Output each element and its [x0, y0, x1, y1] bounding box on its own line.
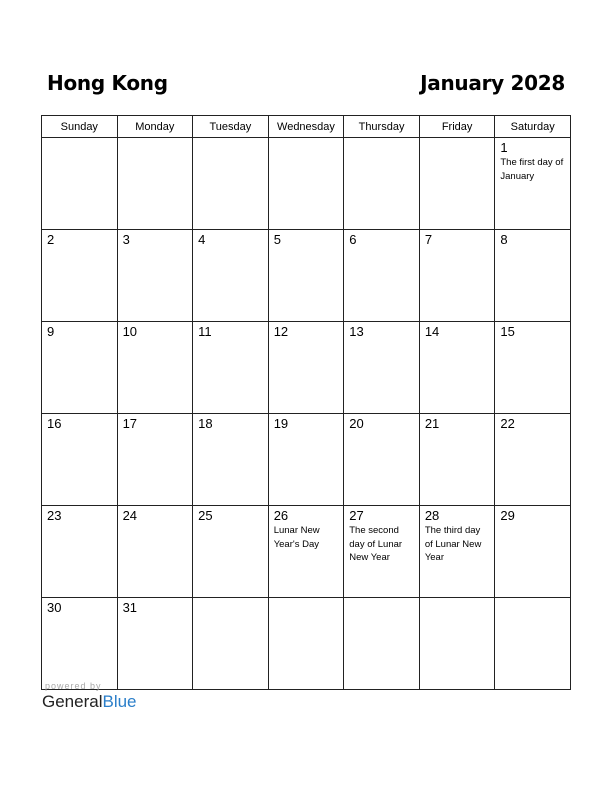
month-title: January 2028 — [420, 71, 565, 95]
day-number: 7 — [424, 232, 433, 247]
day-cell — [117, 230, 193, 322]
day-number: 25 — [198, 508, 213, 523]
week-row — [42, 414, 571, 506]
day-number: 3 — [122, 232, 130, 247]
day-number: 4 — [198, 232, 206, 247]
day-cell — [419, 506, 495, 598]
day-cell — [193, 414, 269, 506]
region-title: Hong Kong — [47, 71, 168, 95]
day-number: 26 — [273, 508, 289, 523]
day-cell — [419, 414, 495, 506]
day-cell — [268, 138, 344, 230]
day-cell — [117, 138, 193, 230]
day-cell — [193, 138, 269, 230]
day-cell — [344, 414, 420, 506]
day-number: 1 — [500, 140, 508, 155]
day-cell — [268, 230, 344, 322]
day-number: 28 — [424, 508, 440, 523]
week-row — [42, 322, 571, 414]
day-cell — [495, 506, 571, 598]
day-number: 21 — [424, 416, 440, 431]
day-number: 27 — [349, 508, 364, 523]
day-number: 17 — [122, 416, 138, 431]
day-cell — [193, 322, 269, 414]
day-number: 31 — [122, 600, 138, 615]
day-cell — [495, 414, 571, 506]
calendar-body — [42, 138, 571, 690]
day-number: 6 — [349, 232, 357, 247]
day-number: 22 — [500, 416, 515, 431]
day-cell — [268, 322, 344, 414]
day-cell — [193, 598, 269, 690]
day-cell — [419, 598, 495, 690]
brand-general-text: General — [42, 692, 103, 711]
day-cell — [419, 322, 495, 414]
week-row — [42, 598, 571, 690]
day-cell — [117, 322, 193, 414]
brand-blue-text: Blue — [102, 692, 137, 711]
day-number: 13 — [349, 324, 364, 339]
day-cell — [117, 414, 193, 506]
holiday-note: The first day of January — [500, 157, 564, 182]
day-cell — [419, 230, 495, 322]
weekday-header: Sunday — [42, 116, 118, 138]
day-number: 30 — [47, 600, 62, 615]
day-cell — [344, 598, 420, 690]
weekday-header: Friday — [419, 116, 495, 138]
day-number: 11 — [198, 324, 212, 339]
brand-logo[interactable] — [42, 692, 137, 712]
day-cell — [495, 598, 571, 690]
day-cell — [42, 138, 118, 230]
powered-by-label: powered by — [45, 681, 102, 691]
day-cell — [117, 506, 193, 598]
day-cell — [42, 322, 118, 414]
day-cell — [268, 506, 344, 598]
day-number: 16 — [47, 416, 62, 431]
day-cell — [117, 598, 193, 690]
day-cell — [193, 230, 269, 322]
holiday-note: The second day of Lunar New Year — [349, 525, 403, 563]
day-number: 18 — [198, 416, 213, 431]
day-cell — [495, 322, 571, 414]
day-cell — [495, 230, 571, 322]
day-cell — [495, 138, 571, 230]
day-number: 5 — [273, 232, 281, 247]
weekday-header-row — [42, 116, 571, 138]
day-cell — [419, 138, 495, 230]
day-cell — [42, 506, 118, 598]
day-number: 19 — [273, 416, 289, 431]
day-number: 29 — [500, 508, 515, 523]
day-cell — [344, 138, 420, 230]
week-row — [42, 230, 571, 322]
day-number: 20 — [349, 416, 364, 431]
day-number: 24 — [122, 508, 138, 523]
day-number: 15 — [500, 324, 515, 339]
week-row — [42, 506, 571, 598]
day-number: 14 — [424, 324, 440, 339]
day-number: 8 — [500, 232, 508, 247]
day-number: 9 — [47, 324, 55, 339]
day-cell — [193, 506, 269, 598]
day-number: 10 — [122, 324, 138, 339]
day-cell — [344, 230, 420, 322]
weekday-header: Monday — [117, 116, 193, 138]
day-cell — [268, 414, 344, 506]
holiday-note: The third day of Lunar New Year — [424, 525, 482, 563]
day-cell — [268, 598, 344, 690]
holiday-note: Lunar New Year's Day — [273, 525, 320, 550]
weekday-header: Thursday — [344, 116, 420, 138]
day-cell — [42, 598, 118, 690]
day-cell — [42, 230, 118, 322]
week-row — [42, 138, 571, 230]
weekday-header: Tuesday — [193, 116, 269, 138]
day-cell — [42, 414, 118, 506]
day-cell — [344, 506, 420, 598]
weekday-header: Saturday — [495, 116, 571, 138]
day-number: 23 — [47, 508, 62, 523]
calendar-grid — [41, 115, 571, 690]
day-number: 12 — [273, 324, 289, 339]
day-number: 2 — [47, 232, 55, 247]
weekday-header: Wednesday — [268, 116, 344, 138]
day-cell — [344, 322, 420, 414]
